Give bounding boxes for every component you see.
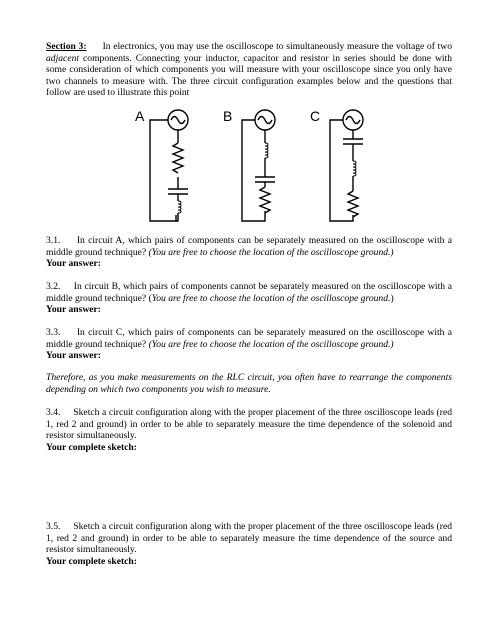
resistor-icon bbox=[260, 187, 270, 213]
question-3-1 bbox=[46, 235, 452, 270]
question-note: You are free to choose the location of the oscilloscope ground. bbox=[151, 292, 391, 304]
question-number: 3.4. bbox=[46, 407, 61, 418]
question-number: 3.1. bbox=[46, 235, 61, 246]
question-3-5 bbox=[46, 521, 452, 567]
section-heading: Section 3: bbox=[46, 41, 87, 52]
question-3-2 bbox=[46, 281, 452, 316]
sketch-label: Your complete sketch: bbox=[46, 555, 137, 567]
question-note-tail: ) bbox=[390, 292, 394, 304]
question-note: (You are free to choose the location of the oscilloscope ground.) bbox=[148, 246, 394, 258]
sketch-label: Your complete sketch: bbox=[46, 441, 137, 453]
question-text: In circuit C, which pairs of components can be separately measured on the oscilloscope with a middle ground technique? bbox=[46, 327, 452, 350]
capacitor-icon bbox=[343, 139, 363, 144]
inductor-icon bbox=[178, 201, 181, 213]
inductor-icon bbox=[265, 143, 268, 158]
intro-text-a: In electronics, you may use the oscilloscope to simultaneously measure the voltage of two bbox=[102, 41, 452, 52]
circuit-a-label: A bbox=[135, 108, 145, 124]
question-number: 3.5. bbox=[46, 521, 61, 532]
circuit-diagrams bbox=[120, 103, 380, 233]
question-number: 3.3. bbox=[46, 327, 61, 338]
question-text: In circuit A, which pairs of components can be separately measured on the oscilloscope with a middle ground technique? bbox=[46, 235, 452, 258]
answer-label: Your answer: bbox=[46, 350, 101, 362]
question-3-3 bbox=[46, 327, 452, 362]
question-text: Sketch a circuit configuration along with the proper placement of the three oscilloscope leads (red 1, red 2 and ground) in order to be able to separately measure the time dependence of the source and resistor simultaneously. bbox=[46, 521, 452, 556]
question-3-4 bbox=[46, 407, 452, 453]
question-text: In circuit B, which pairs of components cannot be separately measured on the oscilloscope with a middle ground technique? ( bbox=[46, 281, 452, 304]
capacitor-icon bbox=[255, 177, 275, 182]
answer-label: Your answer: bbox=[46, 258, 101, 270]
circuit-c-label: C bbox=[310, 108, 321, 124]
intro-text-adjacent: adjacent bbox=[46, 52, 80, 64]
section3-intro bbox=[46, 41, 452, 99]
question-note: (You are free to choose the location of the oscilloscope ground.) bbox=[148, 338, 394, 350]
answer-label: Your answer: bbox=[46, 304, 101, 316]
question-number: 3.2. bbox=[46, 281, 61, 292]
circuit-a bbox=[150, 110, 188, 221]
rearrange-note: Therefore, as you make measurements on the RLC circuit, you often have to rearrange the components depending on which two components you wish to measure. bbox=[46, 372, 452, 395]
question-text: Sketch a circuit configuration along with the proper placement of the three oscilloscope leads (red 1, red 2 and ground) in order to be able to separately measure the time dependence of the solenoid and resistor simultaneously. bbox=[46, 407, 452, 442]
resistor-icon bbox=[173, 143, 183, 173]
circuit-b-label: B bbox=[223, 108, 233, 124]
circuit-c bbox=[330, 110, 363, 221]
inductor-icon bbox=[353, 161, 356, 176]
intro-text-b: components. Connecting your inductor, capacitor and resistor in series should be done with some consideration of which components you will measure with your oscilloscope since you only have two channels to measure with. The three circuit configuration examples below and the questions that follow are used to illustrate this point bbox=[46, 52, 452, 99]
circuit-b bbox=[242, 110, 275, 221]
capacitor-icon bbox=[168, 189, 188, 194]
resistor-icon bbox=[348, 191, 358, 217]
